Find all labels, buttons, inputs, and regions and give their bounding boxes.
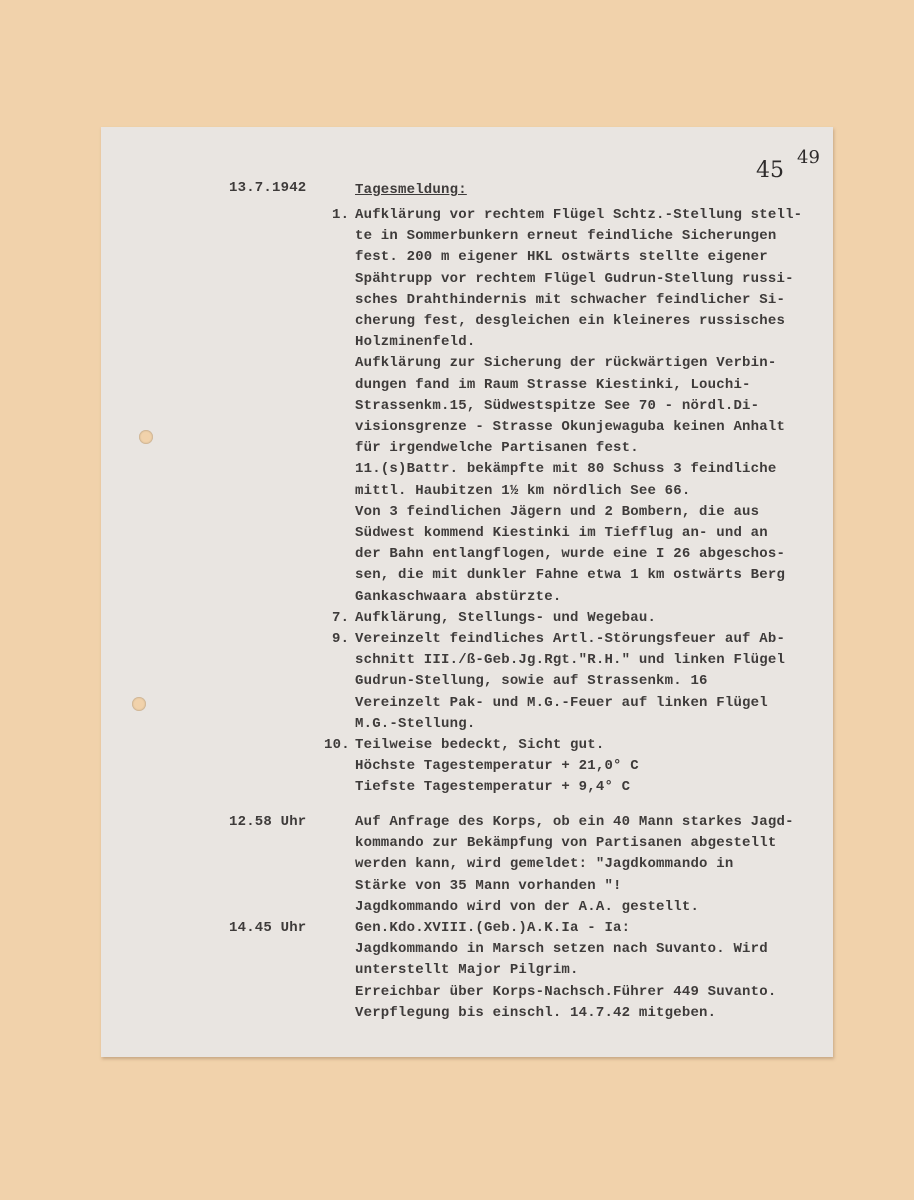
entry-text-line: Erreichbar über Korps-Nachsch.Führer 449 Suvanto. — [355, 983, 777, 1000]
item-text-line: Strassenkm.15, Südwestspitze See 70 - nördl.Di- — [355, 397, 760, 414]
entry-text-line: Stärke von 35 Mann vorhanden "! — [355, 877, 622, 894]
item-number: 10. — [324, 737, 350, 753]
entry-text-line: werden kann, wird gemeldet: "Jagdkommando in — [355, 856, 734, 873]
item-text-line: für irgendwelche Partisanen fest. — [355, 440, 639, 457]
item-text-line: cherung fest, desgleichen ein kleineres russisches — [355, 313, 786, 329]
item-number: 7. — [332, 609, 350, 626]
item-text-line: Südwest kommend Kiestinki im Tiefflug an- und an — [355, 525, 768, 541]
entry-text-line: Verpflegung bis einschl. 14.7.42 mitgeben. — [355, 1004, 717, 1021]
item-text-line: Aufklärung vor rechtem Flügel Schtz.-Stellung stell- — [355, 207, 803, 223]
entry-text-line: unterstellt Major Pilgrim. — [355, 962, 579, 979]
item-number: 1. — [332, 207, 350, 223]
item-text-line: mittl. Haubitzen 1½ km nördlich See 66. — [355, 482, 691, 499]
item-text-line: M.G.-Stellung. — [355, 715, 476, 732]
item-text-line: sches Drahthindernis mit schwacher feindlicher Si- — [355, 291, 786, 308]
item-text-line: Holzminenfeld. — [355, 334, 476, 351]
entry-time: 12.58 Uhr — [229, 814, 307, 830]
item-text-line: sen, die mit dunkler Fahne etwa 1 km ostwärts Berg — [355, 567, 786, 584]
item-text-line: dungen fand im Raum Strasse Kiestinki, Louchi- — [355, 376, 751, 393]
item-text-line: Gankaschwaara abstürzte. — [355, 588, 562, 605]
item-text-line: 11.(s)Battr. bekämpfte mit 80 Schuss 3 feindliche — [355, 461, 777, 478]
item-text-line: Aufklärung, Stellungs- und Wegebau. — [355, 609, 657, 626]
entry-time: 14.45 Uhr — [229, 920, 307, 936]
report-heading: Tagesmeldung: — [355, 182, 467, 198]
item-number: 9. — [332, 631, 350, 647]
entry-text-line: Gen.Kdo.XVIII.(Geb.)A.K.Ia - Ia: — [355, 920, 631, 936]
item-text-line: Aufklärung zur Sicherung der rückwärtigen Verbin- — [355, 355, 777, 372]
report-date: 13.7.1942 — [229, 180, 307, 196]
item-text-line: visionsgrenze - Strasse Okunjewaguba keinen Anhalt — [355, 419, 786, 435]
typed-page-number: 45 — [756, 158, 784, 183]
item-text-line: der Bahn entlangflogen, wurde eine I 26 abgeschos- — [355, 546, 786, 563]
entry-text-line: Jagdkommando wird von der A.A. gestellt. — [355, 898, 700, 915]
item-text-line: Vereinzelt Pak- und M.G.-Feuer auf linken Flügel — [355, 694, 768, 711]
item-text-line: Tiefste Tagestemperatur + 9,4° C — [355, 779, 631, 796]
item-text-line: Vereinzelt feindliches Artl.-Störungsfeuer auf Ab- — [355, 631, 786, 647]
item-text-line: Von 3 feindlichen Jägern und 2 Bombern, die aus — [355, 503, 760, 520]
punch-hole — [139, 430, 153, 444]
entry-text-line: Jagdkommando in Marsch setzen nach Suvanto. Wird — [355, 941, 768, 958]
item-text-line: Spähtrupp vor rechtem Flügel Gudrun-Stellung russi- — [355, 270, 794, 287]
item-text-line: Gudrun-Stellung, sowie auf Strassenkm. 16 — [355, 673, 708, 690]
item-text-line: Teilweise bedeckt, Sicht gut. — [355, 737, 605, 753]
item-text-line: Höchste Tagestemperatur + 21,0° C — [355, 758, 639, 775]
item-text-line: schnitt III./ß-Geb.Jg.Rgt."R.H." und linken Flügel — [355, 652, 786, 669]
punch-hole — [132, 697, 146, 711]
item-text-line: te in Sommerbunkern erneut feindliche Sicherungen — [355, 228, 777, 245]
item-text-line: fest. 200 m eigener HKL ostwärts stellte eigener — [355, 249, 768, 266]
entry-text-line: Auf Anfrage des Korps, ob ein 40 Mann starkes Jagd- — [355, 814, 794, 830]
handwritten-page-number: 49 — [797, 147, 820, 168]
entry-text-line: kommando zur Bekämpfung von Partisanen abgestellt — [355, 835, 777, 852]
